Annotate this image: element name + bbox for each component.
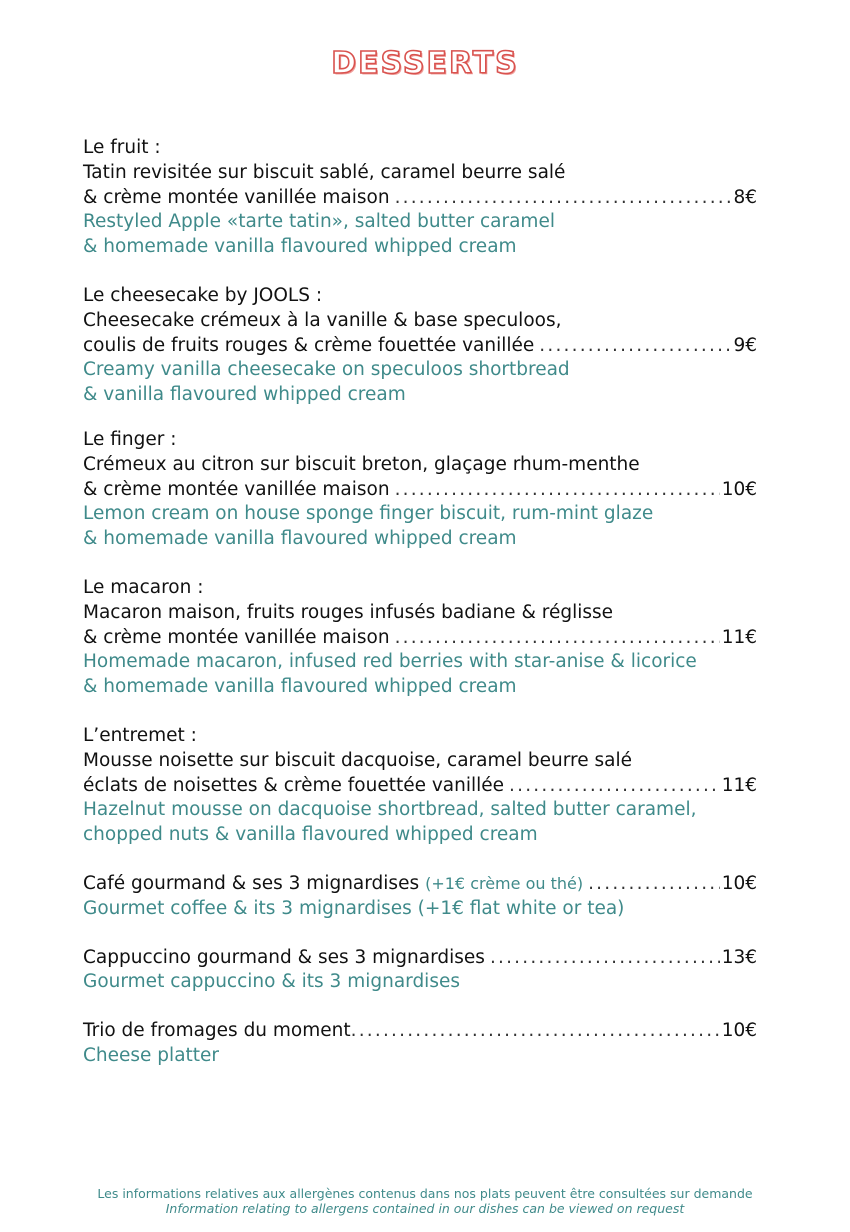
allergen-notice-fr: Les informations relatives aux allergènes contenus dans nos plats peuvent être consultées sur demande	[97, 1186, 753, 1201]
dot-leader	[509, 774, 720, 799]
item-description-fr: Cappuccino gourmand & ses 3 mignardises	[83, 946, 485, 968]
menu-item-finger	[83, 428, 757, 552]
dot-leader	[395, 478, 720, 503]
item-price: 10€	[721, 478, 757, 500]
menu-item-fruit	[83, 136, 757, 260]
item-price-row	[83, 626, 757, 651]
item-description-en: & vanilla flavoured whipped cream	[83, 384, 406, 406]
item-description-fr: Cheesecake crémeux à la vanille & base speculoos,	[83, 309, 562, 331]
item-heading: L’entremet :	[83, 724, 197, 746]
dot-leader	[539, 334, 731, 359]
item-price: 8€	[733, 186, 757, 208]
item-description-en: & homemade vanilla flavoured whipped cream	[83, 676, 517, 698]
item-description-fr: coulis de fruits rouges & crème fouettée vanillée	[83, 334, 535, 356]
dot-leader	[351, 1019, 720, 1044]
item-description-fr: & crème montée vanillée maison	[83, 626, 390, 648]
page-title: DESSERTS	[331, 46, 519, 81]
dot-leader	[395, 626, 720, 651]
allergen-notice	[0, 1186, 850, 1216]
item-price-row	[83, 334, 757, 359]
item-price-row	[83, 774, 757, 799]
item-price-row	[83, 478, 757, 503]
item-price: 13€	[721, 946, 757, 968]
menu-item-cappuccino-gourmand	[83, 946, 757, 996]
item-description-fr: & crème montée vanillée maison	[83, 186, 390, 208]
item-note: (+1€ crème ou thé)	[425, 873, 584, 893]
item-price: 11€	[721, 774, 757, 796]
item-price: 10€	[721, 1020, 757, 1042]
item-description-fr: & crème montée vanillée maison	[83, 478, 390, 500]
item-description-en: Creamy vanilla cheesecake on speculoos shortbread	[83, 359, 570, 381]
menu-item-entremet	[83, 724, 757, 848]
item-description-fr: Tatin revisitée sur biscuit sablé, caramel beurre salé	[83, 161, 566, 183]
item-description-en: Hazelnut mousse on dacquoise shortbread, salted butter caramel,	[83, 799, 697, 821]
menu-item-macaron	[83, 576, 757, 700]
item-description-en: Restyled Apple «tarte tatin», salted butter caramel	[83, 211, 555, 233]
menu-item-cafe-gourmand	[83, 872, 757, 922]
item-description-en: & homemade vanilla flavoured whipped cream	[83, 236, 517, 258]
item-price: 9€	[733, 334, 757, 356]
item-description-fr: Mousse noisette sur biscuit dacquoise, caramel beurre salé	[83, 749, 632, 771]
item-heading: Le macaron :	[83, 576, 204, 598]
item-description-en: Gourmet coffee & its 3 mignardises (+1€ flat white or tea)	[83, 897, 625, 919]
item-heading: Le fruit :	[83, 137, 161, 158]
item-description-fr: Trio de fromages du moment	[83, 1020, 351, 1042]
dot-leader	[490, 946, 720, 971]
item-price: 11€	[721, 626, 757, 648]
item-description-fr: Café gourmand & ses 3 mignardises	[83, 872, 420, 894]
item-price-row	[83, 1019, 757, 1044]
item-heading: Le cheesecake by JOOLS :	[83, 284, 323, 306]
allergen-notice-en: Information relating to allergens contained in our dishes can be viewed on request	[165, 1201, 685, 1216]
item-heading: Le finger :	[83, 428, 177, 450]
item-description-en: chopped nuts & vanilla flavoured whipped cream	[83, 824, 538, 846]
menu-item-cheesecake	[83, 284, 757, 408]
dot-leader	[588, 872, 720, 897]
dessert-menu	[83, 136, 757, 1069]
item-price-row	[83, 186, 757, 211]
item-price-row	[83, 872, 757, 897]
item-price: 10€	[721, 872, 757, 894]
item-description-en: & homemade vanilla flavoured whipped cream	[83, 528, 517, 550]
item-description-fr: Crémeux au citron sur biscuit breton, glaçage rhum-menthe	[83, 453, 640, 475]
menu-item-cheese-trio	[83, 1019, 757, 1069]
item-description-en: Cheese platter	[83, 1044, 220, 1066]
item-description-fr: Macaron maison, fruits rouges infusés badiane & réglisse	[83, 601, 614, 623]
item-description-en: Homemade macaron, infused red berries with star-anise & licorice	[83, 651, 697, 673]
item-description-fr: éclats de noisettes & crème fouettée vanillée	[83, 774, 505, 796]
item-description-en: Lemon cream on house sponge finger biscuit, rum-mint glaze	[83, 503, 654, 525]
item-price-row	[83, 946, 757, 971]
dot-leader	[395, 186, 732, 211]
item-description-en: Gourmet cappuccino & its 3 mignardises	[83, 971, 460, 993]
